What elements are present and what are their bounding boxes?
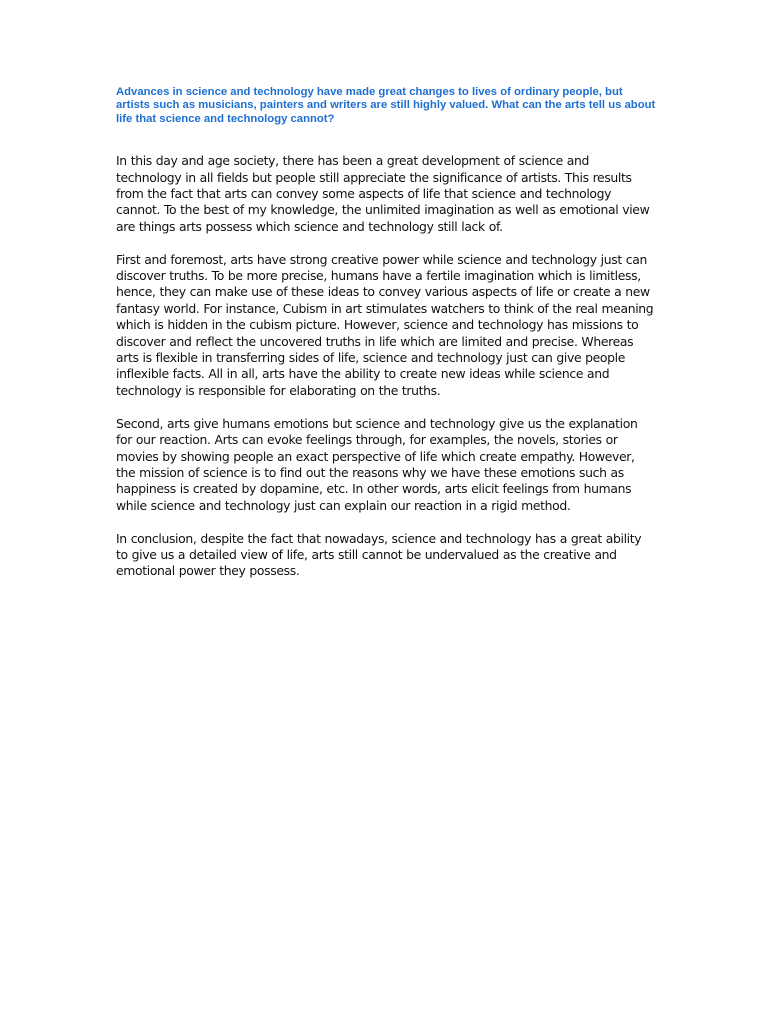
essay-paragraph-body-1: First and foremost, arts have strong creative power while science and technology just can discover truths. To be more precise, humans have a fertile imagination which is limitless, hence, they can make use of these ideas to convey various aspects of life or create a new fantasy world. For instance, Cubism in art stimulates watchers to think of the real meaning which is hidden in the cubism picture. However, science and technology has missions to discover and reflect the uncovered truths in life which are limited and precise. Whereas arts is flexible in transferring sides of life, science and technology just can give people inflexible facts. All in all, arts have the ability to create new ideas while science and technology is responsible for elaborating on the truths. [116, 251, 654, 398]
essay-prompt: Advances in science and technology have made great changes to lives of ordinary people, but artists such as musicians, painters and writers are still highly valued. What can the arts tell us about life that science and technology cannot? [116, 86, 656, 125]
essay-paragraph-intro: In this day and age society, there has been a great development of science and technology in all fields but people still appreciate the significance of artists. This results from the fact that arts can convey some aspects of life that science and technology cannot. To the best of my knowledge, the unlimited imagination as well as emotional view are things arts possess which science and technology still lack of. [116, 153, 650, 234]
essay-paragraph-conclusion: In conclusion, despite the fact that nowadays, science and technology has a great ability to give us a detailed view of life, arts still cannot be undervalued as the creative and emotional power they possess. [116, 530, 642, 579]
essay-paragraph-body-2: Second, arts give humans emotions but science and technology give us the explanation for our reaction. Arts can evoke feelings through, for examples, the novels, stories or movies by showing people an exact perspective of life which create empathy. However, the mission of science is to find out the reasons why we have these emotions such as happiness is created by dopamine, etc. In other words, arts elicit feelings from humans while science and technology just can explain our reaction in a rigid method. [116, 415, 638, 513]
document-body [116, 86, 656, 596]
